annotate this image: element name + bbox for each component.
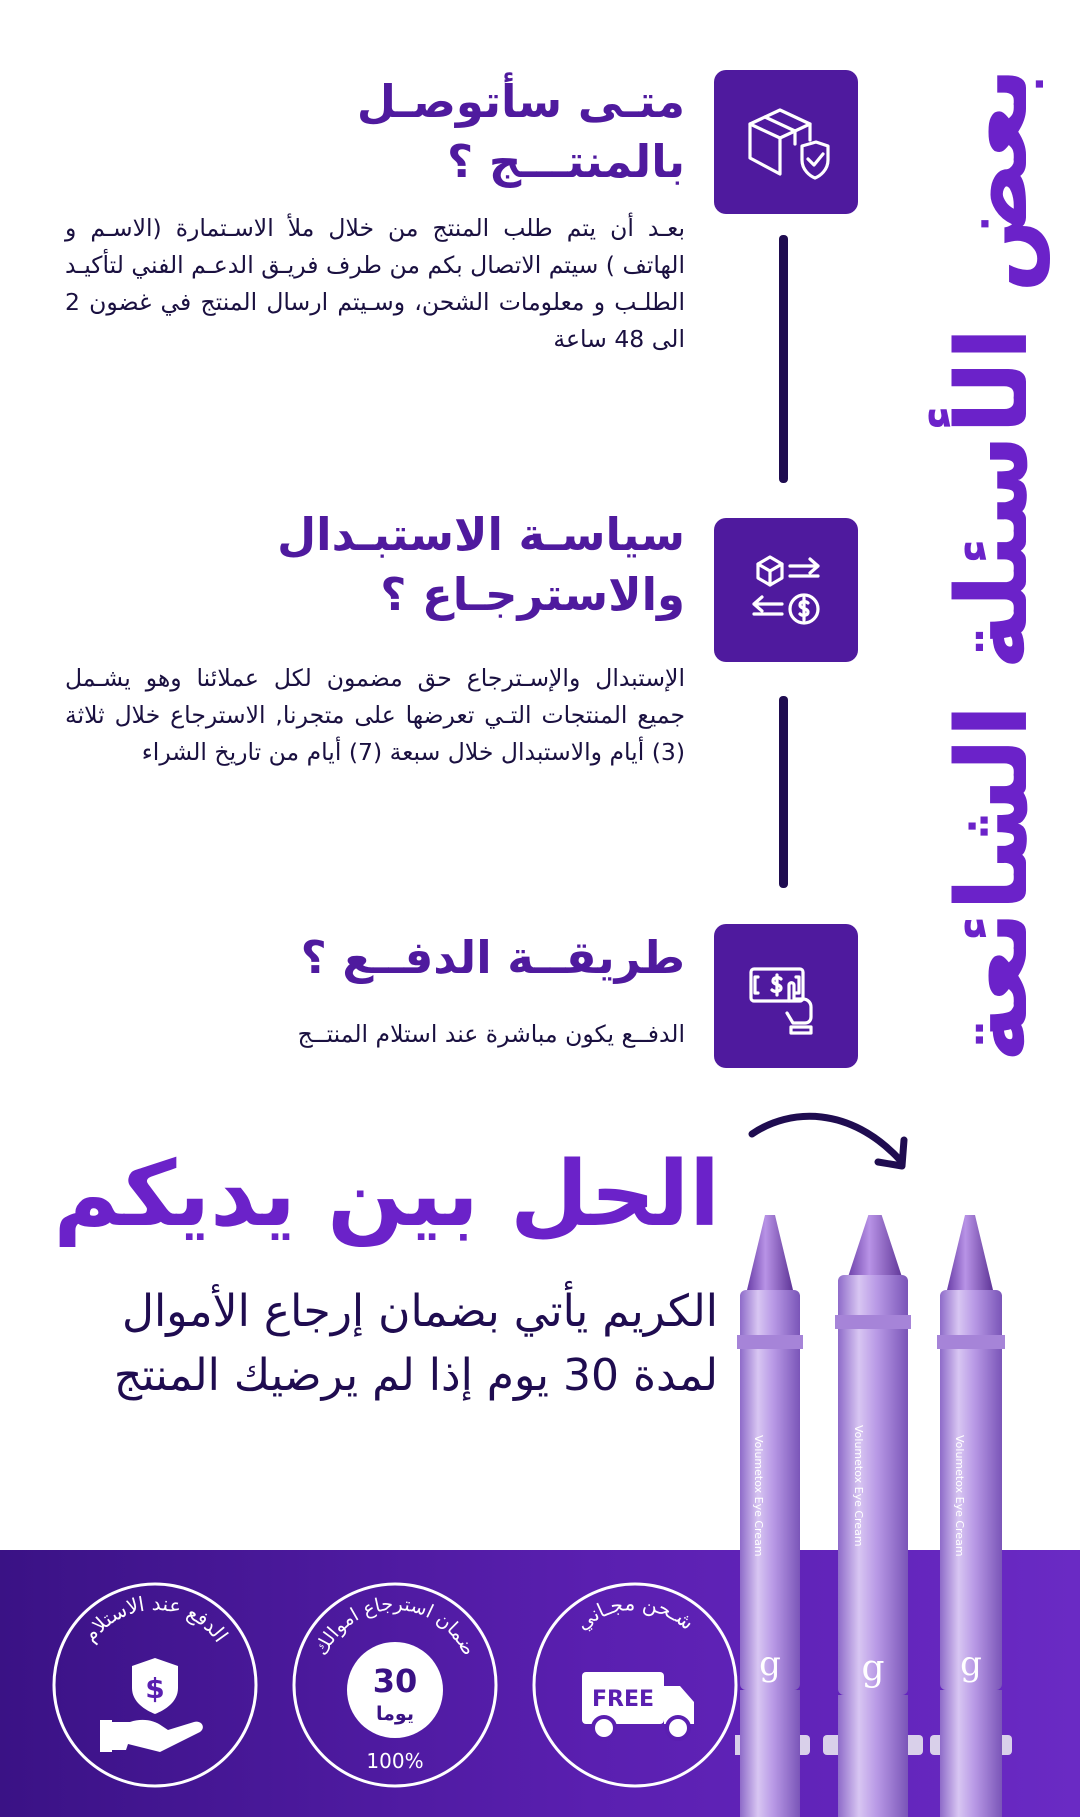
faq-title-line: طريقــة الدفــع ؟ [300,931,685,984]
timeline-line [779,696,788,888]
faq-title [65,505,685,625]
badge-free-shipping [530,1580,740,1790]
faq-title-line: بالمنتـــج ؟ [447,135,685,188]
badge-arc-text: ضمان استرجاع اموالك [310,1592,480,1660]
badge-number: 30 [372,1662,418,1700]
product-logo: g [861,1648,885,1689]
faq-body: الإستبدال والإسـترجاع حق مضمون لكل عملائنا وهو يشـمل جميع المنتجات التـي تعرضها على متجرنا, الاسترجاع خلال ثلاثة (3) أيام والاستبدال خلال سبعة (7) أيام من تاريخ الشراء [65,664,685,766]
guarantee-text: الكريم يأتي بضمان إرجاع الأموال لمدة 30 يوم إذا لم يرضيك المنتج [113,1286,718,1401]
svg-text:شـحن مجـاني [571,1591,699,1636]
product-logo: g [759,1644,781,1684]
box-shield-icon [714,70,858,214]
hand-dollar-shield-icon [100,1658,203,1752]
product-label: Volumetox Eye Cream [752,1435,765,1557]
timeline-line [779,235,788,483]
badge-percent: 100% [366,1749,424,1773]
product-tube [930,1215,1012,1817]
product-label: Volumetox Eye Cream [852,1425,865,1547]
badge-arc-text: شـحن مجـاني [571,1590,699,1635]
headline: الحل بين يديكم [53,1142,720,1247]
product-tube [735,1215,810,1817]
curved-arrow-icon [740,1100,920,1190]
badge-arc-text: الدفع عند الاستلام [77,1590,234,1647]
sidebar-title [905,20,1080,1110]
exchange-icon [714,518,858,662]
faq-title-line: والاسترجـاع ؟ [380,568,685,621]
faq-title [65,928,685,988]
faq-title-line: متـى سأتوصـل [356,75,685,128]
badge-cash-on-delivery [50,1580,260,1790]
badge-unit: يوما [376,1703,414,1725]
cash-hand-icon [714,924,858,1068]
faq-title [65,72,685,192]
badge-money-back [290,1580,500,1790]
sidebar-title-text: بعض الأسئلة الشائعة [935,67,1050,1063]
faq-title-line: سياسـة الاستبـدال [277,508,685,561]
faq-body: بعـد أن يتم طلب المنتج من خلال ملأ الاسـتمارة (الاسـم و الهاتف ) سيتم الاتصال بكم من طرف فريـق الدعـم الفني لتأكيـد الطلـب و معلومات الشحن، وسـيتم ارسال المنتج في غضون 2 الى 48 ساعة [65,214,685,353]
svg-text:$: $ [145,1672,165,1705]
product-label: Volumetox Eye Cream [953,1435,966,1557]
delivery-truck-icon [582,1672,694,1739]
faq-body: الدفــع يكون مباشرة عند استلام المنتــج [297,1020,685,1048]
badge-free-label: FREE [591,1687,655,1712]
product-tube [823,1215,923,1817]
product-image [735,1215,1080,1817]
product-logo: g [960,1644,982,1684]
